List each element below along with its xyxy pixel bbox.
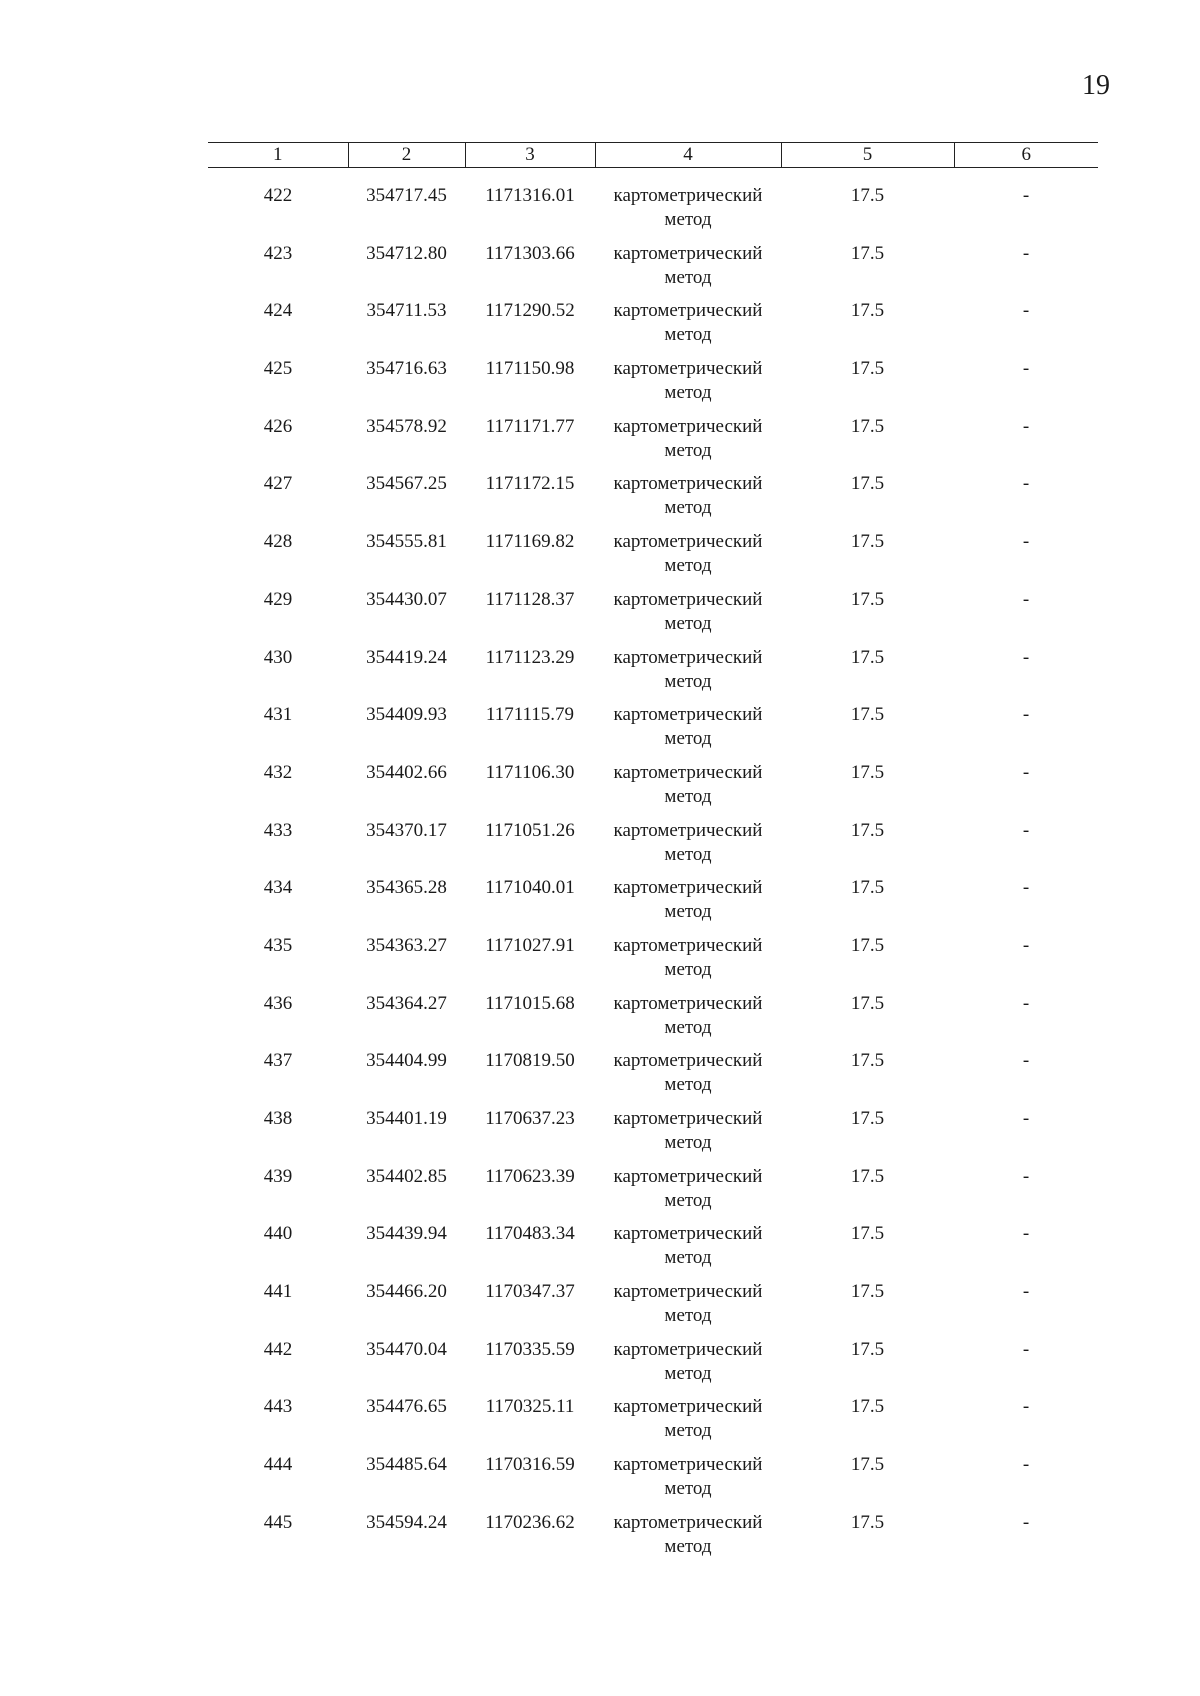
x-coordinate-cell: 354404.99 <box>366 1050 447 1072</box>
y-coordinate-cell: 1171150.98 <box>485 358 575 380</box>
description-cell: - <box>1022 934 1030 956</box>
method-cell <box>595 1049 781 1107</box>
method-cell <box>595 703 781 761</box>
point-number-cell: 433 <box>263 819 293 841</box>
precision-cell: 17.5 <box>850 473 885 495</box>
y-coordinate-cell: 1171106.30 <box>485 761 575 783</box>
method-cell <box>595 1222 781 1280</box>
point-number-cell: 445 <box>263 1511 293 1533</box>
y-coordinate-cell: 1171303.66 <box>485 242 575 264</box>
x-coordinate-cell: 354370.17 <box>366 819 447 841</box>
y-coordinate-cell: 1171128.37 <box>485 588 575 610</box>
x-coordinate-cell: 354712.80 <box>366 242 447 264</box>
method-cell <box>595 1280 781 1338</box>
y-coordinate-cell: 1170325.11 <box>485 1396 575 1418</box>
precision-cell: 17.5 <box>850 358 885 380</box>
y-coordinate-cell: 1171172.15 <box>485 473 575 495</box>
method-line-2: метод <box>664 670 712 692</box>
precision-cell: 17.5 <box>850 1454 885 1476</box>
description-cell: - <box>1022 1050 1030 1072</box>
description-cell: - <box>1022 473 1030 495</box>
method-line-1: картометрический <box>613 1223 763 1245</box>
table-row <box>208 876 1098 934</box>
method-line-2: метод <box>664 728 712 750</box>
x-coordinate-cell: 354485.64 <box>366 1454 447 1476</box>
y-coordinate-cell: 1171027.91 <box>485 934 575 956</box>
y-coordinate-cell: 1171051.26 <box>485 819 575 841</box>
method-line-1: картометрический <box>613 1338 763 1360</box>
table-row <box>208 588 1098 646</box>
method-cell <box>595 588 781 646</box>
description-cell: - <box>1022 992 1030 1014</box>
description-cell: - <box>1022 185 1030 206</box>
point-number-cell: 444 <box>263 1454 293 1476</box>
precision-cell: 17.5 <box>850 877 885 899</box>
table-row <box>208 1107 1098 1165</box>
y-coordinate-cell: 1170637.23 <box>485 1108 575 1129</box>
description-cell: - <box>1022 1338 1030 1360</box>
method-line-2: метод <box>664 901 712 923</box>
table-row <box>208 472 1098 530</box>
point-number-cell: 439 <box>263 1165 293 1187</box>
description-cell: - <box>1022 877 1030 899</box>
precision-cell: 17.5 <box>850 819 885 841</box>
y-coordinate-cell: 1171171.77 <box>485 415 575 437</box>
method-line-2: метод <box>664 1189 712 1211</box>
point-number-cell: 427 <box>263 473 293 495</box>
table-row <box>208 357 1098 415</box>
page-number: 19 <box>1082 70 1110 101</box>
precision-cell: 17.5 <box>850 761 885 783</box>
table-row <box>208 819 1098 877</box>
point-number-cell: 429 <box>263 588 293 610</box>
method-cell <box>595 242 781 300</box>
x-coordinate-cell: 354717.45 <box>366 185 447 206</box>
y-coordinate-cell: 1171115.79 <box>485 704 575 726</box>
table-row <box>208 1049 1098 1107</box>
method-cell <box>595 472 781 530</box>
precision-cell: 17.5 <box>850 992 885 1014</box>
precision-cell: 17.5 <box>850 588 885 610</box>
method-cell <box>595 646 781 704</box>
description-cell: - <box>1022 588 1030 610</box>
method-line-2: метод <box>664 382 712 404</box>
table-row <box>208 242 1098 300</box>
method-line-1: картометрический <box>613 934 763 956</box>
y-coordinate-cell: 1170236.62 <box>485 1511 575 1533</box>
point-number-cell: 440 <box>263 1223 293 1245</box>
x-coordinate-cell: 354363.27 <box>366 934 447 956</box>
method-line-1: картометрический <box>613 1050 763 1072</box>
y-coordinate-cell: 1171123.29 <box>485 646 575 668</box>
precision-cell: 17.5 <box>850 1050 885 1072</box>
method-line-2: метод <box>664 1478 712 1500</box>
table-row <box>208 415 1098 473</box>
method-cell <box>595 761 781 819</box>
x-coordinate-cell: 354430.07 <box>366 588 447 610</box>
point-number-cell: 425 <box>263 358 293 380</box>
precision-cell: 17.5 <box>850 531 885 553</box>
method-cell <box>595 357 781 415</box>
method-line-2: метод <box>664 439 712 461</box>
y-coordinate-cell: 1171290.52 <box>485 300 575 322</box>
method-line-2: метод <box>664 209 712 230</box>
description-cell: - <box>1022 761 1030 783</box>
method-line-1: картометрический <box>613 877 763 899</box>
point-number-cell: 443 <box>263 1396 293 1418</box>
description-cell: - <box>1022 1396 1030 1418</box>
method-cell <box>595 1338 781 1396</box>
y-coordinate-cell: 1170347.37 <box>485 1281 575 1303</box>
column-header-4: 4 <box>595 143 781 168</box>
method-cell <box>595 1511 781 1569</box>
method-line-2: метод <box>664 1016 712 1038</box>
point-number-cell: 438 <box>263 1108 293 1129</box>
method-line-1: картометрический <box>613 1165 763 1187</box>
point-number-cell: 428 <box>263 531 293 553</box>
point-number-cell: 431 <box>263 704 293 726</box>
table-row <box>208 703 1098 761</box>
y-coordinate-cell: 1170819.50 <box>485 1050 575 1072</box>
description-cell: - <box>1022 300 1030 322</box>
column-header-3: 3 <box>465 143 595 168</box>
description-cell: - <box>1022 1108 1030 1129</box>
column-header-2: 2 <box>348 143 465 168</box>
table-row <box>208 1453 1098 1511</box>
point-number-cell: 436 <box>263 992 293 1014</box>
method-line-2: метод <box>664 1362 712 1384</box>
x-coordinate-cell: 354401.19 <box>366 1108 447 1129</box>
description-cell: - <box>1022 1281 1030 1303</box>
precision-cell: 17.5 <box>850 242 885 264</box>
method-line-2: метод <box>664 612 712 634</box>
description-cell: - <box>1022 415 1030 437</box>
point-number-cell: 442 <box>263 1338 293 1360</box>
description-cell: - <box>1022 531 1030 553</box>
point-number-cell: 437 <box>263 1050 293 1072</box>
method-cell <box>595 1165 781 1223</box>
coordinates-table <box>208 142 1098 1569</box>
point-number-cell: 432 <box>263 761 293 783</box>
point-number-cell: 441 <box>263 1281 293 1303</box>
y-coordinate-cell: 1170623.39 <box>485 1165 575 1187</box>
precision-cell: 17.5 <box>850 415 885 437</box>
x-coordinate-cell: 354567.25 <box>366 473 447 495</box>
method-cell <box>595 992 781 1050</box>
method-line-1: картометрический <box>613 761 763 783</box>
description-cell: - <box>1022 242 1030 264</box>
method-cell <box>595 876 781 934</box>
x-coordinate-cell: 354711.53 <box>366 300 447 322</box>
method-line-1: картометрический <box>613 992 763 1014</box>
x-coordinate-cell: 354402.85 <box>366 1165 447 1187</box>
table-row <box>208 992 1098 1050</box>
table-row <box>208 530 1098 588</box>
x-coordinate-cell: 354578.92 <box>366 415 447 437</box>
method-line-2: метод <box>664 1305 712 1327</box>
method-line-1: картометрический <box>613 1281 763 1303</box>
column-header-5: 5 <box>781 143 954 168</box>
method-cell <box>595 819 781 877</box>
y-coordinate-cell: 1171040.01 <box>485 877 575 899</box>
method-line-2: метод <box>664 1420 712 1442</box>
precision-cell: 17.5 <box>850 300 885 322</box>
method-line-2: метод <box>664 1535 712 1557</box>
x-coordinate-cell: 354364.27 <box>366 992 447 1014</box>
precision-cell: 17.5 <box>850 646 885 668</box>
precision-cell: 17.5 <box>850 1396 885 1418</box>
point-number-cell: 424 <box>263 300 293 322</box>
method-line-2: метод <box>664 266 712 288</box>
table-row <box>208 1511 1098 1569</box>
method-cell <box>595 415 781 473</box>
table-row <box>208 761 1098 819</box>
x-coordinate-cell: 354716.63 <box>366 358 447 380</box>
method-line-1: картометрический <box>613 1396 763 1418</box>
description-cell: - <box>1022 1223 1030 1245</box>
table-row <box>208 1165 1098 1223</box>
method-line-1: картометрический <box>613 704 763 726</box>
description-cell: - <box>1022 1454 1030 1476</box>
table-row <box>208 1338 1098 1396</box>
method-line-2: метод <box>664 1247 712 1269</box>
method-cell <box>595 1453 781 1511</box>
point-number-cell: 434 <box>263 877 293 899</box>
x-coordinate-cell: 354419.24 <box>366 646 447 668</box>
description-cell: - <box>1022 704 1030 726</box>
method-line-1: картометрический <box>613 531 763 553</box>
x-coordinate-cell: 354476.65 <box>366 1396 447 1418</box>
column-header-1: 1 <box>208 143 348 168</box>
method-line-1: картометрический <box>613 646 763 668</box>
x-coordinate-cell: 354402.66 <box>366 761 447 783</box>
method-cell <box>595 168 781 242</box>
method-line-1: картометрический <box>613 185 763 206</box>
point-number-cell: 423 <box>263 242 293 264</box>
method-line-1: картометрический <box>613 242 763 264</box>
y-coordinate-cell: 1170335.59 <box>485 1338 575 1360</box>
precision-cell: 17.5 <box>850 185 885 206</box>
method-line-2: метод <box>664 958 712 980</box>
method-line-1: картометрический <box>613 473 763 495</box>
table-body <box>208 168 1098 1569</box>
description-cell: - <box>1022 358 1030 380</box>
y-coordinate-cell: 1171015.68 <box>485 992 575 1014</box>
method-line-2: метод <box>664 324 712 346</box>
point-number-cell: 430 <box>263 646 293 668</box>
description-cell: - <box>1022 1511 1030 1533</box>
method-line-1: картометрический <box>613 819 763 841</box>
table-row <box>208 168 1098 242</box>
method-line-1: картометрический <box>613 358 763 380</box>
y-coordinate-cell: 1171169.82 <box>485 531 575 553</box>
description-cell: - <box>1022 1165 1030 1187</box>
table-row <box>208 646 1098 704</box>
method-cell <box>595 934 781 992</box>
method-line-1: картометрический <box>613 1108 763 1129</box>
method-line-2: метод <box>664 843 712 865</box>
y-coordinate-cell: 1170483.34 <box>485 1223 575 1245</box>
method-line-1: картометрический <box>613 300 763 322</box>
method-line-1: картометрический <box>613 1511 763 1533</box>
x-coordinate-cell: 354555.81 <box>366 531 447 553</box>
method-line-2: метод <box>664 785 712 807</box>
table-row <box>208 1395 1098 1453</box>
table-header-row <box>208 143 1098 168</box>
table-row <box>208 1222 1098 1280</box>
precision-cell: 17.5 <box>850 1165 885 1187</box>
x-coordinate-cell: 354470.04 <box>366 1338 447 1360</box>
method-line-2: метод <box>664 555 712 577</box>
column-header-6: 6 <box>954 143 1098 168</box>
method-line-1: картометрический <box>613 588 763 610</box>
precision-cell: 17.5 <box>850 704 885 726</box>
x-coordinate-cell: 354409.93 <box>366 704 447 726</box>
precision-cell: 17.5 <box>850 1511 885 1533</box>
description-cell: - <box>1022 819 1030 841</box>
point-number-cell: 435 <box>263 934 293 956</box>
precision-cell: 17.5 <box>850 1108 885 1129</box>
precision-cell: 17.5 <box>850 934 885 956</box>
x-coordinate-cell: 354594.24 <box>366 1511 447 1533</box>
method-line-1: картометрический <box>613 415 763 437</box>
method-cell <box>595 1395 781 1453</box>
method-line-1: картометрический <box>613 1454 763 1476</box>
precision-cell: 17.5 <box>850 1338 885 1360</box>
x-coordinate-cell: 354365.28 <box>366 877 447 899</box>
method-cell <box>595 530 781 588</box>
method-line-2: метод <box>664 497 712 519</box>
method-cell <box>595 299 781 357</box>
x-coordinate-cell: 354439.94 <box>366 1223 447 1245</box>
table-row <box>208 934 1098 992</box>
precision-cell: 17.5 <box>850 1223 885 1245</box>
description-cell: - <box>1022 646 1030 668</box>
point-number-cell: 422 <box>263 185 293 206</box>
x-coordinate-cell: 354466.20 <box>366 1281 447 1303</box>
table-row <box>208 299 1098 357</box>
precision-cell: 17.5 <box>850 1281 885 1303</box>
method-cell <box>595 1107 781 1165</box>
method-line-2: метод <box>664 1074 712 1096</box>
table-row <box>208 1280 1098 1338</box>
y-coordinate-cell: 1171316.01 <box>485 185 575 206</box>
method-line-2: метод <box>664 1132 712 1153</box>
point-number-cell: 426 <box>263 415 293 437</box>
y-coordinate-cell: 1170316.59 <box>485 1454 575 1476</box>
